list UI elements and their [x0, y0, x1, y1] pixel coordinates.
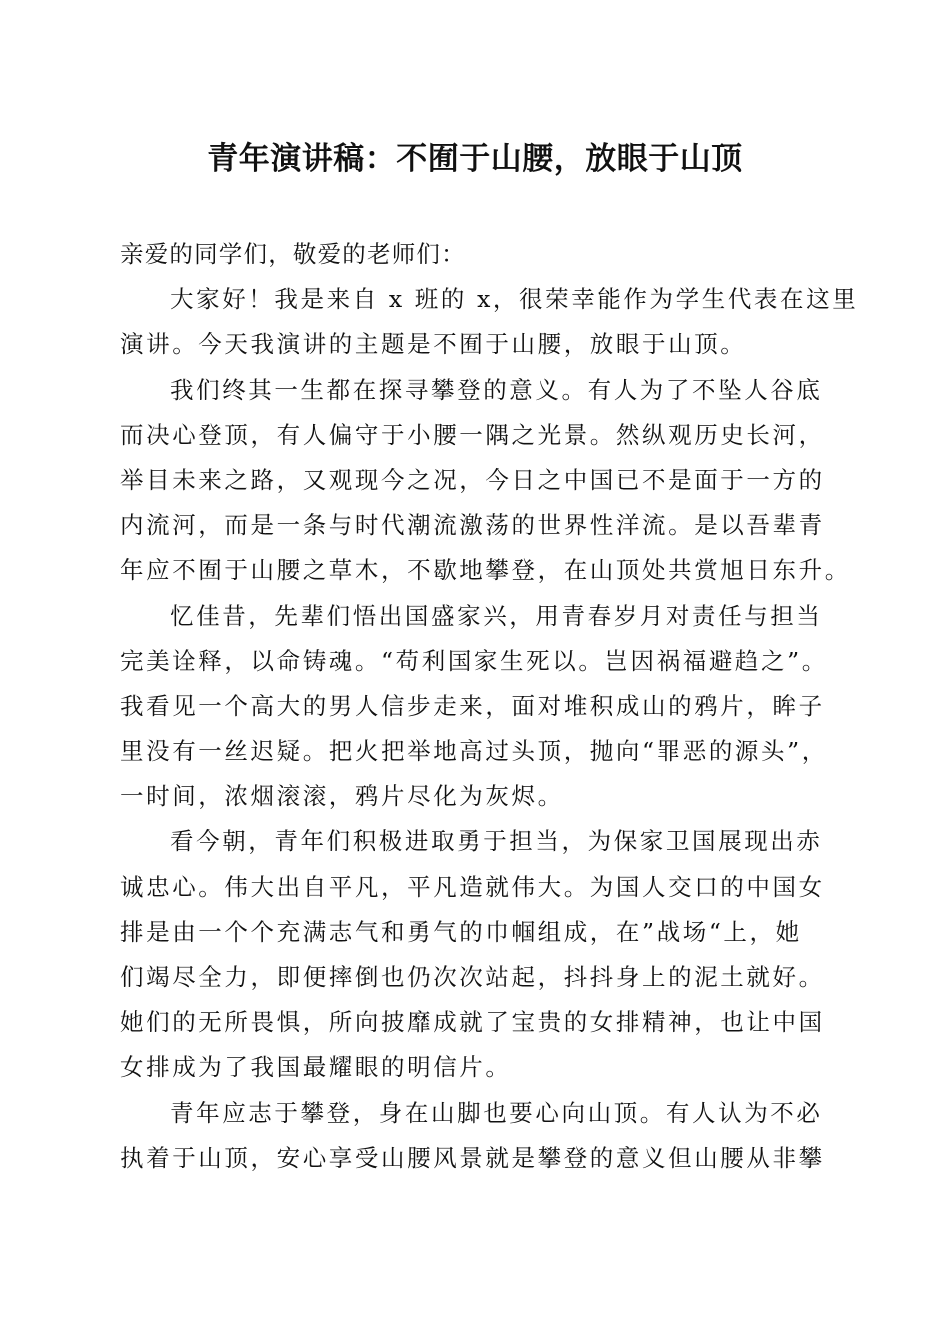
paragraph-line: 一时间，浓烟滚滚，鸦片尽化为灰烬。 — [120, 782, 564, 811]
paragraph-line: 诚忠心。伟大出自平凡，平凡造就伟大。为国人交口的中国女 — [120, 872, 825, 901]
paragraph-line: 内流河，而是一条与时代潮流激荡的世界性洋流。是以吾辈青 — [120, 511, 825, 540]
document-title: 青年演讲稿：不囿于山腰，放眼于山顶 — [207, 141, 743, 177]
paragraph-line: 忆佳昔，先辈们悟出国盛家兴，用青春岁月对责任与担当 — [170, 601, 823, 630]
paragraph-line: 执着于山顶，安心享受山腰风景就是攀登的意义但山腰从非攀 — [120, 1143, 825, 1172]
paragraph-line: 她们的无所畏惧，所向披靡成就了宝贵的女排精神，也让中国 — [120, 1008, 825, 1037]
paragraph — [120, 277, 859, 367]
paragraph-line: 我们终其一生都在探寻攀登的意义。有人为了不坠人谷底 — [170, 375, 823, 404]
paragraph-line: 而决心登顶，有人偏守于小腰一隅之光景。然纵观历史长河， — [120, 420, 825, 449]
paragraph-line: 大家好！我是来自 x 班的 x，很荣幸能作为学生代表在这里 — [170, 285, 859, 314]
paragraph-line: 年应不囿于山腰之草木，不歇地攀登，在山顶处共赏旭日东升。 — [120, 556, 851, 585]
paragraph-line: 里没有一丝迟疑。把火把举地高过头顶，抛向“罪恶的源头”， — [120, 737, 828, 766]
paragraph — [120, 819, 830, 1090]
paragraph-line: 们竭尽全力，即便摔倒也仍次次站起，抖抖身上的泥土就好。 — [120, 963, 825, 991]
paragraph — [120, 594, 830, 820]
salutation-line: 亲爱的同学们，敬爱的老师们： — [120, 240, 466, 268]
paragraph-line: 演讲。今天我演讲的主题是不囿于山腰，放眼于山顶。 — [120, 330, 747, 359]
paragraph — [120, 1091, 830, 1181]
paragraph-line: 我看见一个高大的男人信步走来，面对堆积成山的鸦片，眸子 — [120, 691, 825, 720]
paragraph-line: 青年应志于攀登，身在山脚也要心向山顶。有人认为不必 — [170, 1098, 823, 1127]
paragraph-line: 举目未来之路，又观现今之况，今日之中国已不是面于一方的 — [120, 465, 825, 494]
paragraph — [120, 368, 851, 594]
paragraph-line: 女排成为了我国最耀眼的明信片。 — [120, 1053, 512, 1082]
paragraph-line: 完美诠释，以命铸魂。“苟利国家生死以。岂因祸福避趋之”。 — [120, 646, 828, 675]
document-body — [120, 232, 859, 1181]
paragraph-line: 排是由一个个充满志气和勇气的巾帼组成，在”战场“上，她 — [120, 917, 802, 946]
paragraph-line: 看今朝，青年们积极进取勇于担当，为保家卫国展现出赤 — [170, 827, 823, 856]
